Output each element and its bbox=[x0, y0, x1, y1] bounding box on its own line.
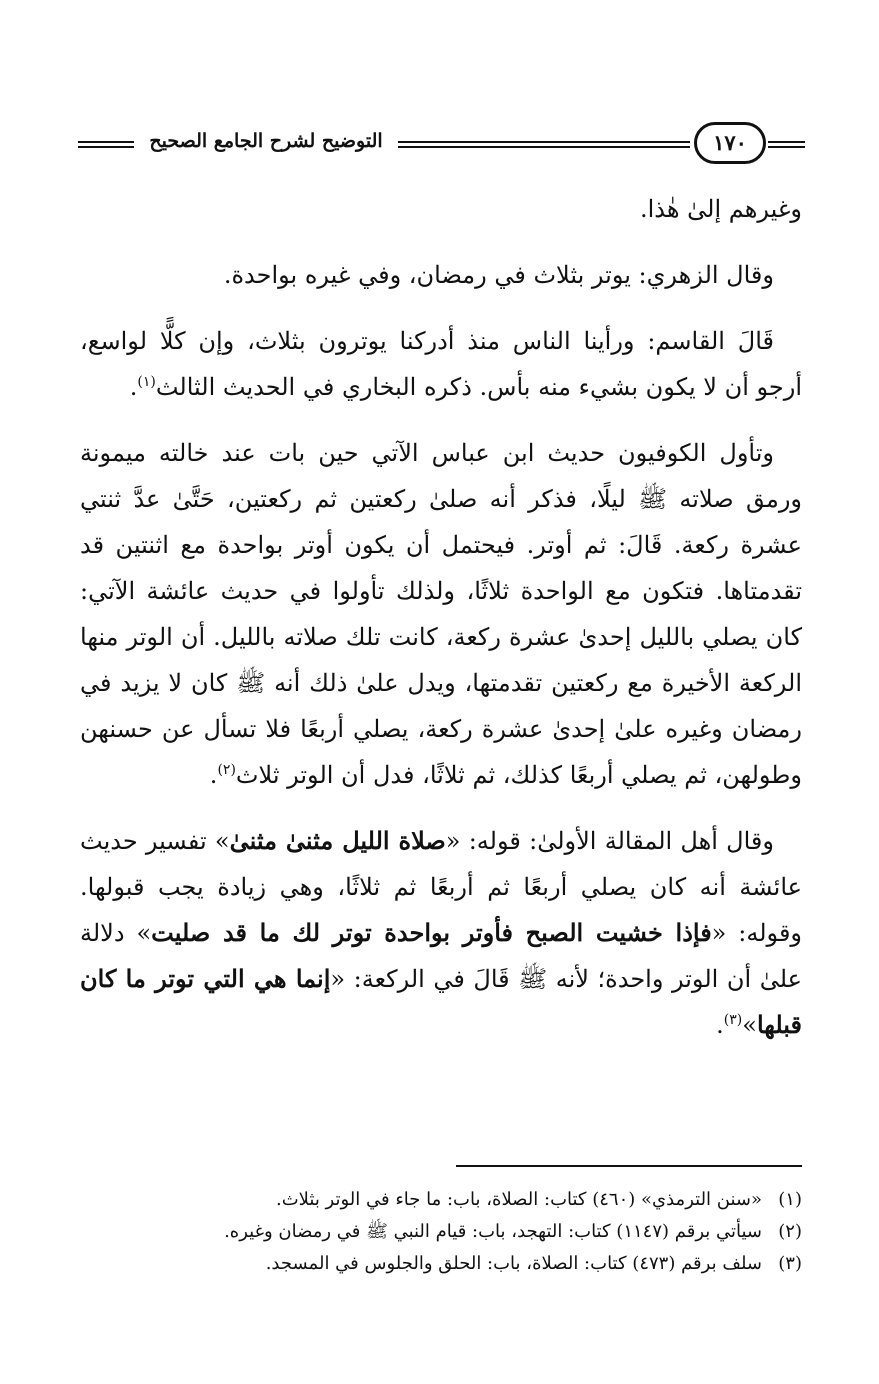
text-run: وتأول الكوفيون حديث ابن عباس الآتي حين بات عند خالته ميمونة ورمق صلاته ﷺ ليلًا، فذكر أنه صلىٰ ركعتين ثم ركعتين، حَتَّىٰ عدَّ ثنتي عشرة ركعة. قَالَ: ثم أوتر. فيحتمل أن يكون أوتر بواحدة مع اثنتين قد تقدمتاها. فتكون مع الواحدة ثلاثًا، ولذلك تأولوا في حديث عائشة الآتي: كان يصلي بالليل إحدىٰ عشرة ركعة، كانت تلك صلاته بالليل. أن الوتر منها الركعة الأخيرة مع ركعتين تقدمتها، ويدل علىٰ ذلك أنه ﷺ كان لا يزيد في رمضان وغيره علىٰ إحدىٰ عشرة ركعة، يصلي أربعًا فلا تسأل عن حسنهن وطولهن، ثم يصلي أربعًا كذلك، ثم ثلاثًا، فدل أن الوتر ثلاث bbox=[80, 439, 802, 789]
main-text bbox=[80, 186, 802, 1068]
footnote-separator bbox=[456, 1165, 802, 1167]
text-run: » تفسير حديث عائشة أنه كان يصلي أربعًا ثم أربعًا ثم ثلاثًا، وهي زيادة يجب قبولها. وقوله: « bbox=[80, 827, 803, 947]
hadith-quote: صلاة الليل مثنىٰ مثنىٰ bbox=[229, 826, 446, 855]
text-run: . bbox=[716, 1011, 724, 1039]
book-title: التوضيح لشرح الجامع الصحيح bbox=[149, 130, 383, 152]
text-run: قَالَ القاسم: ورأينا الناس منذ أدركنا يوترون بثلاث، وإن كلًّا لواسع، أرجو أن لا يكون بشيء منه بأس. ذكره البخاري في الحديث الثالث bbox=[80, 327, 802, 401]
footnote-number: (٣) bbox=[778, 1253, 802, 1274]
hadith-quote: فإذا خشيت الصبح فأوتر بواحدة توتر لك ما قد صليت bbox=[151, 918, 712, 947]
text-run: » bbox=[742, 1011, 757, 1039]
footnote bbox=[80, 1184, 802, 1216]
paragraph bbox=[80, 430, 802, 798]
header-rule-left bbox=[78, 141, 134, 148]
hadith-quote: إنما هي التي توتر ما كان قبلها bbox=[80, 964, 802, 1039]
footnote bbox=[80, 1216, 802, 1248]
text-run: . bbox=[209, 761, 218, 789]
footnote bbox=[80, 1248, 802, 1280]
footnote-number: (٢) bbox=[778, 1221, 802, 1242]
text-run: وقال الزهري: يوتر بثلاث في رمضان، وفي غيره بواحدة. bbox=[223, 261, 774, 289]
page-number: ١٧٠ bbox=[694, 122, 766, 164]
footnote-reference: (١) bbox=[137, 374, 156, 390]
paragraph bbox=[80, 252, 802, 298]
text-run: وقال أهل المقالة الأولىٰ: قوله: « bbox=[445, 827, 774, 855]
footnotes bbox=[80, 1184, 802, 1280]
paragraph bbox=[80, 318, 802, 410]
running-header bbox=[78, 118, 805, 170]
footnote-reference: (٣) bbox=[723, 1012, 743, 1028]
footnote-text: «سنن الترمذي» (٤٦٠) كتاب: الصلاة، باب: ما جاء في الوتر بثلاث. bbox=[275, 1189, 762, 1210]
footnote-number: (١) bbox=[778, 1189, 802, 1210]
text-run: » دلالة علىٰ أن الوتر واحدة؛ لأنه ﷺ قَالَ في الركعة: « bbox=[80, 919, 802, 993]
text-run: وغيرهم إلىٰ هٰذا. bbox=[639, 195, 802, 223]
header-rule-middle bbox=[398, 141, 690, 148]
footnote-text: سيأتي برقم (١١٤٧) كتاب: التهجد، باب: قيام النبي ﷺ في رمضان وغيره. bbox=[224, 1221, 762, 1242]
paragraph bbox=[80, 186, 802, 232]
footnote-text: سلف برقم (٤٧٣) كتاب: الصلاة، باب: الحلق والجلوس في المسجد. bbox=[265, 1253, 762, 1274]
text-run: . bbox=[129, 373, 138, 401]
footnote-reference: (٢) bbox=[217, 762, 236, 778]
paragraph bbox=[80, 818, 802, 1048]
header-rule-right bbox=[768, 141, 805, 148]
